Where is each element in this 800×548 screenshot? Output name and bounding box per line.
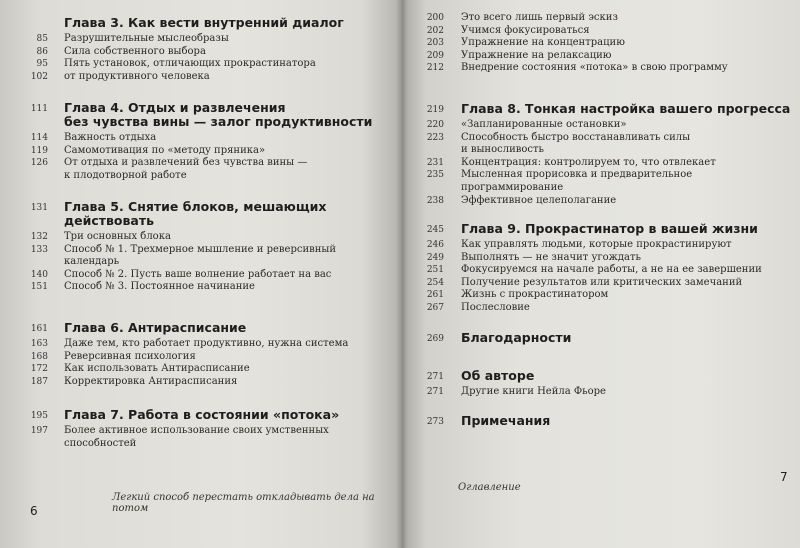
section-page-number: 261 [426,290,444,301]
section-page-number: 202 [426,25,444,36]
section-page-number: 212 [426,63,444,74]
section-page-number: 133 [30,244,48,255]
section-page-number: 249 [426,252,444,263]
running-footer: Легкий способ перестать откладывать дела на потом [112,492,375,514]
chapter-heading: действовать [64,213,154,228]
section-title: Учимся фокусироваться [461,24,590,36]
section-title: Важность отдыха [64,132,157,143]
section-title: от продуктивного человека [64,70,210,82]
section-title: Корректировка Антирасписания [64,375,238,387]
section-title: Эффективное целеполагание [461,194,617,206]
chapter-page-number: 161 [30,324,48,334]
running-footer: Оглавление [458,482,521,493]
section-page-number: 231 [426,157,444,168]
section-page-number: 197 [30,426,48,436]
section-title: Три основных блока [64,231,171,242]
chapter-page-number: 269 [426,334,444,344]
section-page-number: 251 [426,265,444,276]
section-page-number: 95 [36,59,48,70]
section-title: Выполнять — не значит угождать [461,251,641,263]
section-page-number: 85 [36,34,48,44]
chapter-heading: Глава 6. Антирасписание [64,320,247,335]
section-title: Пять установок, отличающих прокрастинатора [64,58,316,70]
section-title: Жизнь с прокрастинатором [461,289,609,301]
section-title: Способность быстро восстанавливать силы [461,131,691,143]
section-page-number: 200 [426,13,444,23]
section-title: «Запланированные остановки» [461,119,627,130]
chapter-heading: Глава 5. Снятие блоков, мешающих [64,199,327,214]
section-title: От отдыха и развлечений без чувства вины — [64,157,308,169]
section-page-number: 235 [426,170,444,181]
section-page-number: 246 [426,240,444,250]
chapter-heading: Примечания [461,413,551,428]
section-page-number: 114 [30,133,48,143]
page-number: 7 [780,470,788,484]
section-title: Внедрение состояния «потока» в свою программу [461,62,728,74]
section-title: Способ № 3. Постоянное начинание [64,281,255,293]
section-title: Фокусируемся на начале работы, а не на ее завершении [461,264,762,276]
chapter-page-number: 111 [30,104,48,114]
section-title: Реверсивная психология [64,350,196,362]
section-title: Концентрация: контролируем то, что отвлекает [461,156,716,168]
section-title: и выносливость [461,144,544,156]
page-number: 6 [30,504,38,518]
chapter-page-number: 273 [426,417,444,427]
section-title: календарь [64,256,120,268]
chapter-heading: Благодарности [461,330,572,345]
chapter-page-number: 219 [426,105,444,115]
chapter-page-number: 131 [30,203,48,213]
section-page-number: 238 [426,195,444,206]
section-title: программирование [461,182,564,193]
section-title: Сила собственного выбора [64,45,206,57]
section-page-number: 132 [30,232,48,242]
section-title: Более активное использование своих умственных [64,425,329,436]
section-page-number: 267 [426,303,444,313]
chapter-page-number: 245 [426,225,444,235]
chapter-heading: Глава 3. Как вести внутренний диалог [64,15,344,30]
chapter-heading: Глава 8. Тонкая настройка вашего прогресса [461,101,791,116]
section-page-number: 140 [30,269,48,280]
section-title: Способ № 2. Пусть ваше волнение работает на вас [64,268,332,280]
section-title: Как использовать Антирасписание [64,363,250,375]
section-page-number: 223 [426,132,444,143]
right-page [402,0,800,548]
section-title: способностей [64,437,137,449]
section-page-number: 119 [30,145,48,156]
chapter-heading: Глава 7. Работа в состоянии «потока» [64,407,340,422]
book-gutter [396,0,408,548]
section-title: Даже тем, кто работает продуктивно, нужна система [64,338,349,349]
section-title: Мысленная прорисовка и предварительное [461,169,693,181]
section-title: к плодотворной работе [64,169,187,181]
chapter-page-number: 271 [426,372,444,382]
section-page-number: 126 [30,158,48,169]
section-page-number: 163 [30,339,48,349]
section-title: Упражнение на релаксацию [461,49,612,61]
section-page-number: 254 [426,277,444,288]
chapter-heading: Глава 9. Прокрастинатор в вашей жизни [461,221,758,236]
section-page-number: 187 [30,376,48,387]
section-title: Упражнение на концентрацию [461,37,625,49]
section-page-number: 271 [426,387,444,397]
chapter-heading: без чувства вины — залог продуктивности [64,114,373,129]
section-title: Это всего лишь первый эскиз [461,12,618,23]
section-title: Как управлять людьми, которые прокрастинируют [461,239,732,250]
chapter-heading: Глава 4. Отдых и развлечения [64,100,286,115]
section-title: Получение результатов или критических замечаний [461,276,743,288]
section-page-number: 220 [426,120,444,130]
section-page-number: 203 [426,38,444,49]
section-title: Разрушительные мыслеобразы [64,33,229,44]
section-page-number: 172 [30,364,48,375]
section-page-number: 102 [30,71,48,82]
chapter-page-number: 195 [30,411,48,421]
section-title: Другие книги Нейла Фьоре [461,386,606,397]
section-page-number: 151 [30,282,48,293]
section-page-number: 209 [426,50,444,61]
chapter-heading: Об авторе [461,368,535,383]
section-page-number: 168 [30,351,48,362]
section-title: Послесловие [461,302,530,313]
section-title: Самомотивация по «методу пряника» [64,144,266,156]
section-page-number: 86 [36,46,48,57]
section-title: Способ № 1. Трехмерное мышление и реверсивный [64,243,337,255]
